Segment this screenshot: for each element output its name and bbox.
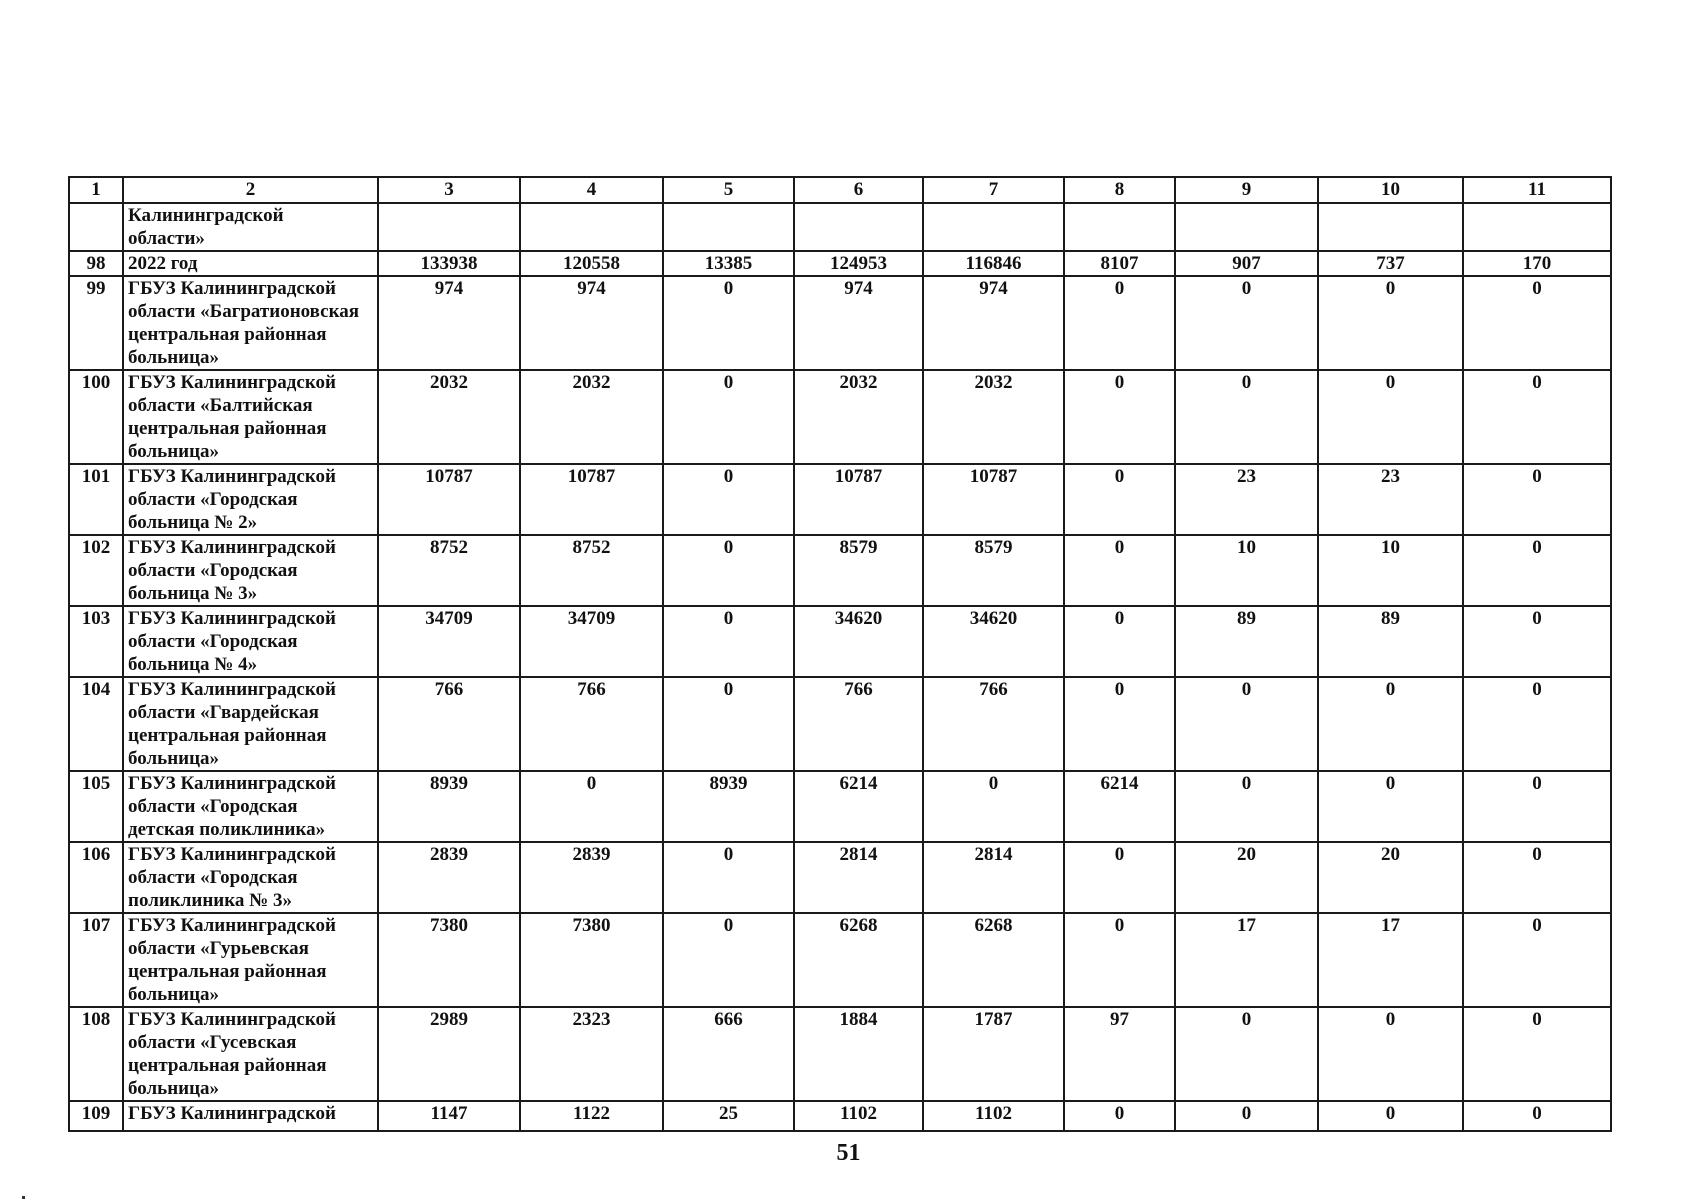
row-number-cell: 108 [69,1007,123,1101]
table-row [69,842,1611,913]
column-number-cell: 7 [923,177,1064,203]
institution-name-cell: ГБУЗ Калининградской области «Гусевская центральная районная больница» [123,1007,378,1101]
scan-speck [22,1196,25,1199]
row-number-cell: 102 [69,535,123,606]
value-cell: 6268 [794,913,923,1007]
value-cell: 0 [1318,771,1463,842]
value-cell: 2839 [378,842,520,913]
value-cell [794,203,923,251]
table-row [69,1007,1611,1101]
value-cell: 0 [923,771,1064,842]
value-cell: 737 [1318,251,1463,276]
value-cell: 0 [1318,1007,1463,1101]
table-row [69,606,1611,677]
data-table [68,176,1612,1132]
institution-name-cell: ГБУЗ Калининградской области «Городская больница № 3» [123,535,378,606]
value-cell: 0 [1175,771,1318,842]
column-number-cell: 4 [520,177,663,203]
value-cell: 0 [1463,771,1611,842]
table-body [69,177,1611,1131]
institution-name-cell: ГБУЗ Калининградской области «Балтийская центральная районная больница» [123,370,378,464]
value-cell: 0 [1064,535,1175,606]
value-cell: 34709 [378,606,520,677]
row-number-cell: 99 [69,276,123,370]
value-cell: 10 [1318,535,1463,606]
value-cell: 34620 [794,606,923,677]
value-cell: 766 [378,677,520,771]
value-cell: 8939 [663,771,794,842]
value-cell: 0 [663,842,794,913]
value-cell: 124953 [794,251,923,276]
value-cell: 0 [1064,464,1175,535]
value-cell: 34620 [923,606,1064,677]
value-cell: 8107 [1064,251,1175,276]
row-number-cell [69,203,123,251]
value-cell: 170 [1463,251,1611,276]
value-cell: 1102 [794,1101,923,1131]
value-cell: 10 [1175,535,1318,606]
value-cell: 120558 [520,251,663,276]
row-number-cell: 106 [69,842,123,913]
value-cell: 1102 [923,1101,1064,1131]
table-row [69,203,1611,251]
value-cell: 2032 [378,370,520,464]
value-cell: 907 [1175,251,1318,276]
document-sheet [68,176,1610,1132]
value-cell: 0 [663,677,794,771]
value-cell: 0 [1463,370,1611,464]
value-cell: 2839 [520,842,663,913]
column-number-cell: 1 [69,177,123,203]
value-cell: 34709 [520,606,663,677]
table-row [69,535,1611,606]
value-cell: 0 [1175,677,1318,771]
value-cell: 89 [1175,606,1318,677]
column-number-row [69,177,1611,203]
row-number-cell: 107 [69,913,123,1007]
table-row [69,251,1611,276]
value-cell: 0 [1463,677,1611,771]
value-cell: 2323 [520,1007,663,1101]
value-cell: 0 [663,535,794,606]
value-cell: 0 [663,370,794,464]
value-cell: 0 [1463,1101,1611,1131]
value-cell [1318,203,1463,251]
value-cell: 7380 [378,913,520,1007]
value-cell [378,203,520,251]
value-cell: 17 [1318,913,1463,1007]
row-number-cell: 100 [69,370,123,464]
value-cell: 20 [1318,842,1463,913]
value-cell: 1884 [794,1007,923,1101]
value-cell: 0 [1064,677,1175,771]
value-cell: 0 [520,771,663,842]
value-cell: 8752 [378,535,520,606]
value-cell: 0 [1463,464,1611,535]
value-cell [1463,203,1611,251]
value-cell: 116846 [923,251,1064,276]
row-number-cell: 103 [69,606,123,677]
column-number-cell: 9 [1175,177,1318,203]
row-number-cell: 101 [69,464,123,535]
value-cell: 0 [1463,1007,1611,1101]
table-row [69,464,1611,535]
row-number-cell: 98 [69,251,123,276]
column-number-cell: 11 [1463,177,1611,203]
value-cell: 0 [1318,677,1463,771]
institution-name-cell: 2022 год [123,251,378,276]
value-cell [1064,203,1175,251]
page-number: 51 [836,1140,861,1166]
value-cell: 766 [923,677,1064,771]
value-cell: 133938 [378,251,520,276]
value-cell [923,203,1064,251]
value-cell: 10787 [378,464,520,535]
value-cell: 974 [794,276,923,370]
table-row [69,276,1611,370]
value-cell: 0 [663,276,794,370]
value-cell: 0 [1463,913,1611,1007]
value-cell: 25 [663,1101,794,1131]
institution-name-cell: ГБУЗ Калининградской области «Городская больница № 2» [123,464,378,535]
value-cell: 10787 [520,464,663,535]
value-cell: 17 [1175,913,1318,1007]
value-cell [663,203,794,251]
institution-name-cell: ГБУЗ Калининградской области «Багратионовская центральная районная больница» [123,276,378,370]
value-cell: 0 [1463,535,1611,606]
value-cell: 1147 [378,1101,520,1131]
value-cell: 0 [663,913,794,1007]
value-cell: 23 [1175,464,1318,535]
value-cell: 0 [1064,276,1175,370]
value-cell: 89 [1318,606,1463,677]
value-cell: 766 [794,677,923,771]
table-row [69,677,1611,771]
value-cell: 23 [1318,464,1463,535]
value-cell: 10787 [923,464,1064,535]
value-cell: 0 [1064,370,1175,464]
value-cell: 0 [1463,606,1611,677]
value-cell: 7380 [520,913,663,1007]
value-cell: 1787 [923,1007,1064,1101]
column-number-cell: 8 [1064,177,1175,203]
value-cell: 0 [1064,1101,1175,1131]
value-cell: 10787 [794,464,923,535]
value-cell [520,203,663,251]
table-row [69,913,1611,1007]
value-cell: 8579 [794,535,923,606]
institution-name-cell: ГБУЗ Калининградской области «Городская поликлиника № 3» [123,842,378,913]
institution-name-cell: ГБУЗ Калининградской области «Городская детская поликлиника» [123,771,378,842]
value-cell: 13385 [663,251,794,276]
value-cell: 974 [520,276,663,370]
table-row [69,370,1611,464]
value-cell: 2032 [794,370,923,464]
value-cell: 0 [1064,606,1175,677]
table-row [69,771,1611,842]
column-number-cell: 3 [378,177,520,203]
value-cell: 0 [1175,370,1318,464]
institution-name-cell: ГБУЗ Калининградской области «Гурьевская центральная районная больница» [123,913,378,1007]
value-cell: 20 [1175,842,1318,913]
value-cell: 2989 [378,1007,520,1101]
value-cell: 0 [1318,370,1463,464]
value-cell: 6268 [923,913,1064,1007]
row-number-cell: 109 [69,1101,123,1131]
row-number-cell: 105 [69,771,123,842]
value-cell: 974 [378,276,520,370]
value-cell: 0 [1175,276,1318,370]
value-cell: 8939 [378,771,520,842]
institution-name-cell: Калининградской области» [123,203,378,251]
value-cell: 2814 [794,842,923,913]
value-cell: 974 [923,276,1064,370]
value-cell: 666 [663,1007,794,1101]
value-cell [1175,203,1318,251]
table-row [69,1101,1611,1131]
value-cell: 1122 [520,1101,663,1131]
value-cell: 0 [1064,913,1175,1007]
value-cell: 0 [1175,1101,1318,1131]
value-cell: 6214 [794,771,923,842]
institution-name-cell: ГБУЗ Калининградской [123,1101,378,1131]
column-number-cell: 10 [1318,177,1463,203]
value-cell: 0 [663,464,794,535]
institution-name-cell: ГБУЗ Калининградской области «Гвардейская центральная районная больница» [123,677,378,771]
column-number-cell: 2 [123,177,378,203]
value-cell: 2032 [923,370,1064,464]
value-cell: 0 [1064,842,1175,913]
value-cell: 0 [1463,842,1611,913]
row-number-cell: 104 [69,677,123,771]
value-cell: 0 [1175,1007,1318,1101]
column-number-cell: 6 [794,177,923,203]
value-cell: 8752 [520,535,663,606]
value-cell: 6214 [1064,771,1175,842]
value-cell: 2814 [923,842,1064,913]
value-cell: 766 [520,677,663,771]
value-cell: 0 [1463,276,1611,370]
value-cell: 2032 [520,370,663,464]
value-cell: 8579 [923,535,1064,606]
column-number-cell: 5 [663,177,794,203]
value-cell: 0 [1318,1101,1463,1131]
value-cell: 97 [1064,1007,1175,1101]
institution-name-cell: ГБУЗ Калининградской области «Городская больница № 4» [123,606,378,677]
value-cell: 0 [663,606,794,677]
value-cell: 0 [1318,276,1463,370]
